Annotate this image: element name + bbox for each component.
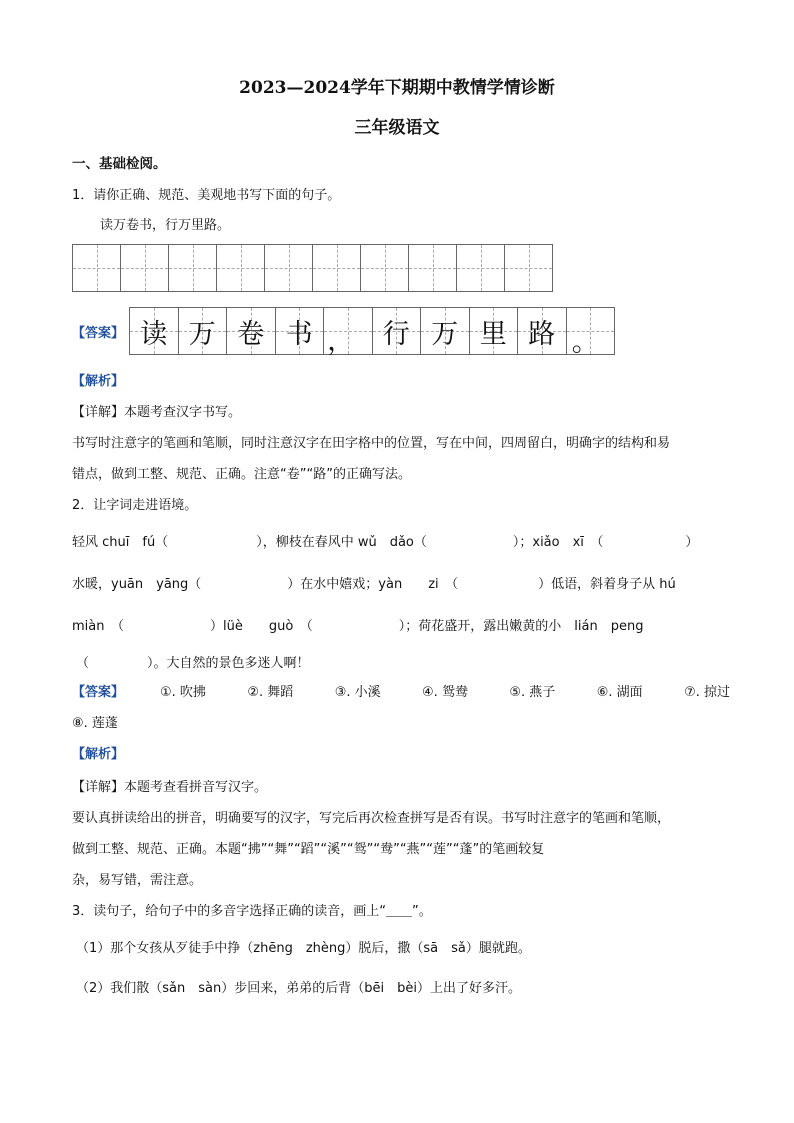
answer-cell <box>227 307 276 355</box>
question-1-prompt: 1．请你正确、规范、美观地书写下面的句子。 <box>72 188 341 203</box>
answer-item: ⑤. 燕子 <box>509 685 556 700</box>
page-title: 2023—2024学年下期期中教情学情诊断 <box>239 78 555 98</box>
question-3-item-2: （2）我们散（sǎn sàn）步回来，弟弟的后背（bēi bèi）上出了好多汗。 <box>76 981 521 996</box>
answer-char: 行 <box>382 318 410 350</box>
answer-char: 书 <box>285 318 313 350</box>
explain-line: 错点，做到工整、规范、正确。注意“卷”“路”的正确写法。 <box>72 467 411 482</box>
answer-list <box>160 681 730 700</box>
q2-text: （ <box>76 656 90 671</box>
page-subtitle: 三年级语文 <box>354 118 440 138</box>
explain-line: 杂，易写错，需注意。 <box>72 873 203 888</box>
answer-grid <box>129 307 615 358</box>
question-1-sentence: 读万卷书，行万里路。 <box>100 218 231 233</box>
answer-char: 里 <box>479 318 507 350</box>
answer-cell <box>373 307 422 355</box>
explain-line: 做到工整、规范、正确。本题“拂”“舞”“蹈”“溪”“鸳”“鸯”“燕”“莲”“蓬”的笔画较复 <box>72 842 545 857</box>
answer-item: ⑧. 莲蓬 <box>72 716 118 731</box>
answer-char: 万 <box>188 318 216 350</box>
grid-cell[interactable] <box>313 244 361 292</box>
grid-cell[interactable] <box>457 244 505 292</box>
grid-cell[interactable] <box>121 244 169 292</box>
answer-char: 。 <box>571 326 599 358</box>
analysis-label: 【解析】 <box>72 374 125 389</box>
answer-cell <box>276 307 325 355</box>
answer-char: 万 <box>431 318 459 350</box>
q2-text: 轻风 chuī fú（ <box>72 535 169 550</box>
detail-label: 【详解】 <box>72 405 125 420</box>
answer-item: ④. 鸳鸯 <box>422 685 468 700</box>
explain-line: 书写时注意字的笔画和笔顺，同时注意汉字在田字格中的位置，写在中间，四周留白，明确字的结构和易 <box>72 436 671 451</box>
q2-line-1 <box>72 531 698 550</box>
answer-item: ⑦. 掠过 <box>684 685 730 700</box>
explain-line: 要认真拼读给出的拼音，明确要写的汉字，写完后再次检查拼写是否有误。书写时注意字的笔画和笔顺， <box>72 811 671 826</box>
detail-text: 本题考查汉字书写。 <box>124 405 242 420</box>
answer-item: ⑥. 湖面 <box>596 685 643 700</box>
q2-text: ）。大自然的景色多迷人啊！ <box>147 656 310 671</box>
answer-char: 路 <box>528 318 556 350</box>
q2-text: ）lüè guò （ <box>209 619 313 634</box>
answer-item: ③. 小溪 <box>334 685 381 700</box>
grid-cell[interactable] <box>361 244 409 292</box>
answer-cell <box>567 307 616 358</box>
detail-text: 本题考查看拼音写汉字。 <box>124 780 268 795</box>
answer-cell <box>130 307 179 355</box>
writing-grid[interactable] <box>72 244 553 292</box>
grid-cell[interactable] <box>169 244 217 292</box>
grid-cell[interactable] <box>409 244 457 292</box>
q2-text: ）；xiǎo xī （ <box>512 535 604 550</box>
answer-char: ， <box>327 325 355 357</box>
q2-text: ）低语，斜着身子从 hú <box>538 577 676 592</box>
grid-cell[interactable] <box>73 244 121 292</box>
answer-item: ②. 舞蹈 <box>247 685 294 700</box>
q2-text: miàn （ <box>72 619 124 634</box>
detail-label: 【详解】 <box>72 780 125 795</box>
grid-cell[interactable] <box>217 244 265 292</box>
detail-line <box>72 776 267 795</box>
answer-cell <box>179 307 228 355</box>
answer-item: ①. 吹拂 <box>160 685 206 700</box>
q2-text: ）在水中嬉戏；yàn zi （ <box>287 577 459 592</box>
answer-label: 【答案】 <box>72 685 125 700</box>
section-heading: 一、基础检阅。 <box>72 156 167 172</box>
grid-cell[interactable] <box>505 244 553 292</box>
detail-line <box>72 401 241 420</box>
answer-char: 读 <box>140 318 168 350</box>
q2-text: ） <box>685 535 699 550</box>
answer-char: 卷 <box>237 318 265 350</box>
q2-text: 水暖，yuān yāng（ <box>72 577 202 592</box>
answer-cell <box>324 307 373 355</box>
answer-cell <box>470 307 519 355</box>
answer-label: 【答案】 <box>72 326 125 341</box>
question-2-prompt: 2．让字词走进语境。 <box>72 498 198 513</box>
answer-cell <box>421 307 470 355</box>
answer-cell <box>518 307 567 355</box>
analysis-label: 【解析】 <box>72 747 125 762</box>
q2-line-2 <box>72 573 676 592</box>
question-3-prompt: 3．读句子，给句子中的多音字选择正确的读音，画上“＿＿”。 <box>72 904 432 919</box>
q2-line-3 <box>72 615 643 634</box>
q2-text: ）；荷花盛开，露出嫩黄的小 lián peng <box>398 619 644 634</box>
q2-line-4 <box>76 652 310 671</box>
q2-text: ），柳枝在春风中 wǔ dǎo（ <box>256 535 427 550</box>
question-3-item-1: （1）那个女孩从歹徒手中挣（zhēng zhèng）脱后，撒（sā sǎ）腿就跑。 <box>76 941 531 956</box>
grid-cell[interactable] <box>265 244 313 292</box>
